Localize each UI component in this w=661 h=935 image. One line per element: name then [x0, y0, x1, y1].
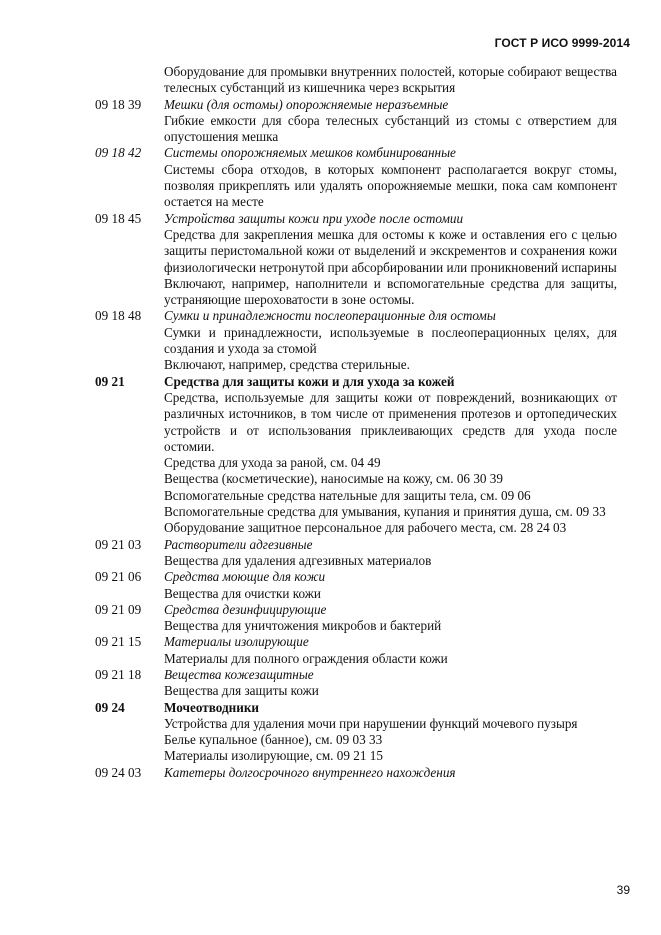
entry-title: Средства дезинфицирующие	[164, 601, 327, 617]
entry-code	[95, 455, 164, 471]
entry-code	[95, 227, 164, 276]
entry-code	[95, 276, 164, 309]
classification-entry	[95, 569, 617, 585]
entry-description: Вещества для защиты кожи	[164, 683, 319, 699]
entry-description: Вещества для удаления адгезивных материалов	[164, 552, 432, 568]
classification-entry	[95, 537, 617, 553]
page-number: 39	[616, 883, 630, 897]
entry-code	[95, 618, 164, 634]
classification-entry	[95, 700, 617, 716]
entry-description: Вспомогательные средства нательные для защиты тела, см. 09 06	[164, 487, 531, 503]
description-line	[95, 113, 617, 146]
entry-description: Вещества для очистки кожи	[164, 585, 321, 601]
entry-description: Вспомогательные средства для умывания, купания и принятия душа, см. 09 33	[164, 504, 606, 520]
description-line	[95, 357, 617, 373]
entry-description: Включают, например, средства стерильные.	[164, 357, 410, 373]
classification-entry	[95, 145, 617, 161]
classification-entry	[95, 765, 617, 781]
description-line	[95, 716, 617, 732]
entry-code: 09 18 48	[95, 308, 142, 324]
entry-description: Материалы для полного ограждения области кожи	[164, 650, 448, 666]
entry-description: Включают, например, наполнители и вспомогательные средства для защиты, устраняющие шероховатости в зоне остомы.	[164, 275, 617, 308]
description-line	[95, 227, 617, 276]
entry-code	[95, 748, 164, 764]
entry-code: 09 21 06	[95, 569, 142, 585]
document-header: ГОСТ Р ИСО 9999-2014	[494, 36, 630, 50]
entry-code: 09 21 09	[95, 601, 142, 617]
entry-code: 09 21	[95, 373, 125, 389]
entry-code: 09 24 03	[95, 764, 142, 780]
entry-code	[95, 488, 164, 504]
entry-description: Устройства для удаления мочи при нарушении функций мочевого пузыря	[164, 715, 578, 731]
description-line	[95, 471, 617, 487]
description-line	[95, 504, 617, 520]
entry-code	[95, 64, 164, 97]
entry-code	[95, 113, 164, 146]
description-line	[95, 651, 617, 667]
entry-code	[95, 390, 164, 455]
entry-description: Оборудование для промывки внутренних полостей, которые собирают вещества телесных субстанций из кишечника через вскрытия	[164, 64, 617, 96]
document-body	[95, 64, 617, 781]
entry-code	[95, 716, 164, 732]
entry-description: Белье купальное (банное), см. 09 03 33	[164, 732, 383, 748]
entry-description: Материалы изолирующие, см. 09 21 15	[164, 748, 383, 764]
entry-title: Средства для защиты кожи и для ухода за кожей	[164, 373, 455, 389]
entry-code	[95, 357, 164, 373]
entry-description: Средства, используемые для защиты кожи от повреждений, возникающих от различных источников, в том числе от применения протезов и ортопедических устройств и от использования приклеивающих средств для ухода после остомии.	[164, 389, 617, 454]
entry-code: 09 21 03	[95, 536, 142, 552]
description-line	[95, 390, 617, 455]
description-line	[95, 748, 617, 764]
description-line	[95, 553, 617, 569]
entry-code	[95, 325, 164, 358]
entry-description: Оборудование защитное персональное для рабочего места, см. 28 24 03	[164, 520, 567, 536]
entry-title: Материалы изолирующие	[164, 634, 309, 650]
entry-code: 09 24	[95, 699, 125, 715]
entry-code: 09 18 45	[95, 210, 142, 226]
classification-entry	[95, 374, 617, 390]
description-line	[95, 276, 617, 309]
classification-entry	[95, 97, 617, 113]
entry-code: 09 21 18	[95, 666, 142, 682]
entry-code: 09 21 15	[95, 634, 142, 650]
entry-description: Гибкие емкости для сбора телесных субстанций из стомы с отверстием для опустошения мешка	[164, 112, 617, 145]
entry-code	[95, 553, 164, 569]
description-line	[95, 618, 617, 634]
description-line	[95, 520, 617, 536]
classification-entry	[95, 211, 617, 227]
entry-code: 09 18 42	[95, 145, 142, 161]
description-line	[95, 683, 617, 699]
entry-description: Системы сбора отходов, в которых компонент располагается вокруг стомы, позволяя прикреплять или удалять опорожняемые мешки, пока сам компонент остается на месте	[164, 161, 617, 210]
entry-title: Системы опорожняемых мешков комбинированные	[164, 145, 456, 161]
entry-description: Средства для ухода за раной, см. 04 49	[164, 455, 381, 471]
entry-code	[95, 520, 164, 536]
entry-title: Сумки и принадлежности послеоперационные для остомы	[164, 308, 496, 324]
classification-entry	[95, 667, 617, 683]
entry-title: Мешки (для остомы) опорожняемые неразъемные	[164, 96, 449, 112]
classification-entry	[95, 634, 617, 650]
entry-description: Вещества (косметические), наносимые на кожу, см. 06 30 39	[164, 471, 503, 487]
description-line	[95, 162, 617, 211]
description-line	[95, 325, 617, 358]
entry-code	[95, 651, 164, 667]
description-line	[95, 732, 617, 748]
entry-title: Мочеотводники	[164, 699, 260, 715]
entry-description: Средства для закрепления мешка для остомы к коже и оставления его с целью защиты перистомальной кожи от выделений и экскрементов и сохранения кожи физиологически нетронутой при абсорбировании или проникновений испарины	[164, 226, 617, 275]
entry-code	[95, 732, 164, 748]
description-line	[95, 455, 617, 471]
entry-description: Сумки и принадлежности, используемые в послеоперационных целях, для создания и ухода за стомой	[164, 324, 617, 357]
entry-title: Устройства защиты кожи при уходе после остомии	[164, 210, 464, 226]
entry-description: Вещества для уничтожения микробов и бактерий	[164, 618, 442, 634]
description-line	[95, 488, 617, 504]
entry-title: Растворители адгезивные	[164, 536, 313, 552]
description-line	[95, 586, 617, 602]
classification-entry	[95, 602, 617, 618]
entry-code	[95, 586, 164, 602]
entry-code	[95, 504, 164, 520]
entry-title: Вещества кожезащитные	[164, 666, 314, 682]
entry-title: Средства моющие для кожи	[164, 569, 326, 585]
entry-code	[95, 683, 164, 699]
entry-title: Катетеры долгосрочного внутреннего нахождения	[164, 764, 456, 780]
classification-entry	[95, 308, 617, 324]
entry-code: 09 18 39	[95, 96, 142, 112]
description-line	[95, 64, 617, 97]
entry-code	[95, 471, 164, 487]
entry-code	[95, 162, 164, 211]
